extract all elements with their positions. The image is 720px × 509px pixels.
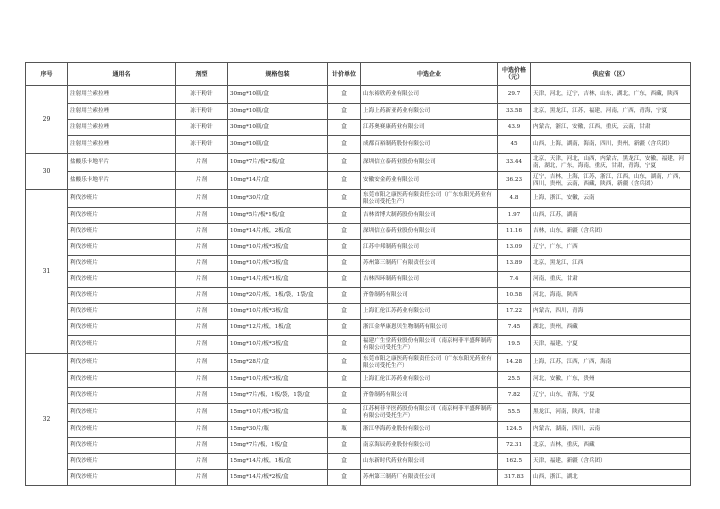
table-row — [26, 256, 691, 272]
pricing-unit-cell: 盒 — [328, 120, 361, 136]
selected-price-cell: 33.58 — [498, 104, 531, 120]
pricing-unit-cell: 盒 — [328, 354, 361, 372]
header-pricing-unit: 计价单位 — [328, 63, 361, 86]
supply-provinces-cell: 天津，河北，辽宁，吉林，山东，湖北，广东，西藏，陕西 — [531, 86, 691, 104]
selected-price-cell: 45 — [498, 136, 531, 154]
table-row — [26, 438, 691, 454]
generic-name-cell: 盐酸乐卡地平片 — [68, 154, 176, 172]
selected-price-cell: 36.23 — [498, 172, 531, 190]
dosage-form-cell: 片剂 — [176, 320, 228, 336]
table-row — [26, 240, 691, 256]
selected-price-cell: 33.44 — [498, 154, 531, 172]
spec-package-cell: 15mg*30片/瓶 — [228, 422, 328, 438]
spec-package-cell: 10mg*10片/板*3板/盒 — [228, 304, 328, 320]
pricing-unit-cell: 盒 — [328, 304, 361, 320]
generic-name-cell: 利伐沙班片 — [68, 272, 176, 288]
seq-cell: 30 — [26, 154, 68, 190]
selected-price-cell: 55.5 — [498, 404, 531, 422]
selected-price-cell: 4.8 — [498, 190, 531, 208]
supply-provinces-cell: 天津，福建，新疆（含兵团） — [531, 454, 691, 470]
selected-company-cell: 江苏中邦制药有限公司 — [361, 240, 498, 256]
table-row — [26, 190, 691, 208]
selected-company-cell: 上海汇伦江苏药业有限公司 — [361, 304, 498, 320]
spec-package-cell: 10mg*10片/板*3板/盒 — [228, 256, 328, 272]
table-row — [26, 404, 691, 422]
seq-cell: 29 — [26, 86, 68, 154]
dosage-form-cell: 片剂 — [176, 154, 228, 172]
table-row — [26, 336, 691, 354]
selected-company-cell: 浙江华海药业股份有限公司 — [361, 422, 498, 438]
selected-company-cell: 江苏奥赛康药业有限公司 — [361, 120, 498, 136]
table-row — [26, 354, 691, 372]
pricing-unit-cell: 盒 — [328, 224, 361, 240]
table-row — [26, 120, 691, 136]
pricing-unit-cell: 盒 — [328, 336, 361, 354]
table-row — [26, 320, 691, 336]
spec-package-cell: 10mg*10片/板*3板/盒 — [228, 336, 328, 354]
pricing-unit-cell: 盒 — [328, 240, 361, 256]
dosage-form-cell: 片剂 — [176, 224, 228, 240]
selected-company-cell: 江苏柯菲平医药股份有限公司（南京柯菲平盛辉制药有限公司受托生产） — [361, 404, 498, 422]
supply-provinces-cell: 河北，海南，陕西 — [531, 288, 691, 304]
supply-provinces-cell: 辽宁，广东，广西 — [531, 240, 691, 256]
selected-company-cell: 成都百裕制药股份有限公司 — [361, 136, 498, 154]
header-spec-package: 规格包装 — [228, 63, 328, 86]
header-seq: 序号 — [26, 63, 68, 86]
spec-package-cell: 10mg*12片/板，1板/盒 — [228, 320, 328, 336]
generic-name-cell: 利伐沙班片 — [68, 240, 176, 256]
supply-provinces-cell: 河南，重庆，甘肃 — [531, 272, 691, 288]
selected-price-cell: 7.4 — [498, 272, 531, 288]
selected-price-cell: 17.22 — [498, 304, 531, 320]
selected-company-cell: 山东裕欣药业有限公司 — [361, 86, 498, 104]
pricing-unit-cell: 盒 — [328, 154, 361, 172]
selected-company-cell: 东莞市阳之康医药有限责任公司（广东东阳光药业有限公司受托生产） — [361, 354, 498, 372]
spec-package-cell: 15mg*10片/板*3板/盒 — [228, 404, 328, 422]
dosage-form-cell: 冻干粉针 — [176, 120, 228, 136]
spec-package-cell: 15mg*7片/板，1板/盒 — [228, 438, 328, 454]
generic-name-cell: 注射用兰索拉唑 — [68, 136, 176, 154]
spec-package-cell: 30mg*10瓶/盒 — [228, 104, 328, 120]
selected-company-cell: 齐鲁制药有限公司 — [361, 388, 498, 404]
supply-provinces-cell: 北京，吉林，重庆，西藏 — [531, 438, 691, 454]
selected-company-cell: 齐鲁制药有限公司 — [361, 288, 498, 304]
selected-company-cell: 山东新时代药业有限公司 — [361, 454, 498, 470]
generic-name-cell: 注射用兰索拉唑 — [68, 86, 176, 104]
supply-provinces-cell: 上海，浙江，安徽，云南 — [531, 190, 691, 208]
spec-package-cell: 10mg*14片/板*1板/盒 — [228, 272, 328, 288]
spec-package-cell: 10mg*5片/板*1板/盒 — [228, 208, 328, 224]
dosage-form-cell: 片剂 — [176, 454, 228, 470]
supply-provinces-cell: 辽宁，山东，青海，宁夏 — [531, 388, 691, 404]
supply-provinces-cell: 内蒙古，湖南，四川，云南 — [531, 422, 691, 438]
pricing-unit-cell: 盒 — [328, 404, 361, 422]
table-row — [26, 388, 691, 404]
pricing-unit-cell: 盒 — [328, 454, 361, 470]
dosage-form-cell: 片剂 — [176, 422, 228, 438]
supply-provinces-cell: 山西，浙江，湖北 — [531, 470, 691, 486]
spec-package-cell: 10mg*20片/板，1板/袋，1袋/盒 — [228, 288, 328, 304]
supply-provinces-cell: 山西，江苏，湖南 — [531, 208, 691, 224]
spec-package-cell: 10mg*7片/板*2板/盒 — [228, 154, 328, 172]
pricing-unit-cell: 盒 — [328, 104, 361, 120]
selected-price-cell: 162.5 — [498, 454, 531, 470]
dosage-form-cell: 片剂 — [176, 372, 228, 388]
selected-company-cell: 上海汇伦江苏药业有限公司 — [361, 372, 498, 388]
selected-price-cell: 7.45 — [498, 320, 531, 336]
table-row — [26, 154, 691, 172]
generic-name-cell: 利伐沙班片 — [68, 454, 176, 470]
header-selected-company: 中选企业 — [361, 63, 498, 86]
selected-company-cell: 安徽安金药业有限公司 — [361, 172, 498, 190]
table-row — [26, 86, 691, 104]
supply-provinces-cell: 北京，天津，河北，山西，内蒙古，黑龙江，安徽，福建，河南，湖北，广东，海南，重庆，甘肃，青海，宁夏 — [531, 154, 691, 172]
table-row — [26, 470, 691, 486]
table-row — [26, 288, 691, 304]
spec-package-cell: 15mg*10片/板*3板/盒 — [228, 372, 328, 388]
selected-company-cell: 深圳信立泰药业股份有限公司 — [361, 154, 498, 172]
selected-company-cell: 浙江金华康恩贝生物制药有限公司 — [361, 320, 498, 336]
supply-provinces-cell: 河北，安徽，广东，贵州 — [531, 372, 691, 388]
header-generic-name: 通用名 — [68, 63, 176, 86]
pricing-unit-cell: 盒 — [328, 136, 361, 154]
dosage-form-cell: 片剂 — [176, 240, 228, 256]
spec-package-cell: 30mg*10瓶/盒 — [228, 120, 328, 136]
generic-name-cell: 利伐沙班片 — [68, 190, 176, 208]
dosage-form-cell: 冻干粉针 — [176, 86, 228, 104]
supply-provinces-cell: 天津，福建，宁夏 — [531, 336, 691, 354]
generic-name-cell: 利伐沙班片 — [68, 470, 176, 486]
selected-price-cell: 124.5 — [498, 422, 531, 438]
selected-company-cell: 福建广生堂药业股份有限公司（南京柯菲平盛辉制药有限公司受托生产） — [361, 336, 498, 354]
procurement-table — [25, 62, 691, 486]
dosage-form-cell: 片剂 — [176, 354, 228, 372]
generic-name-cell: 利伐沙班片 — [68, 438, 176, 454]
pricing-unit-cell: 盒 — [328, 190, 361, 208]
generic-name-cell: 利伐沙班片 — [68, 320, 176, 336]
table-row — [26, 208, 691, 224]
pricing-unit-cell: 盒 — [328, 288, 361, 304]
selected-company-cell: 深圳信立泰药业股份有限公司 — [361, 224, 498, 240]
table-row — [26, 104, 691, 120]
pricing-unit-cell: 盒 — [328, 320, 361, 336]
pricing-unit-cell: 盒 — [328, 388, 361, 404]
selected-company-cell: 苏州第三制药厂有限责任公司 — [361, 256, 498, 272]
selected-company-cell: 苏州第三制药厂有限责任公司 — [361, 470, 498, 486]
selected-price-cell: 7.82 — [498, 388, 531, 404]
spec-package-cell: 10mg*14片/板，2板/盒 — [228, 224, 328, 240]
generic-name-cell: 利伐沙班片 — [68, 224, 176, 240]
dosage-form-cell: 片剂 — [176, 172, 228, 190]
pricing-unit-cell: 盒 — [328, 172, 361, 190]
selected-company-cell: 吉林省博大制药股份有限公司 — [361, 208, 498, 224]
spec-package-cell: 30mg*10瓶/盒 — [228, 86, 328, 104]
supply-provinces-cell: 山西，上海，湖南，海南，四川，贵州，新疆（含兵团） — [531, 136, 691, 154]
dosage-form-cell: 冻干粉针 — [176, 136, 228, 154]
generic-name-cell: 利伐沙班片 — [68, 256, 176, 272]
selected-price-cell: 14.28 — [498, 354, 531, 372]
selected-price-cell: 72.31 — [498, 438, 531, 454]
selected-company-cell: 南京海辰药业股份有限公司 — [361, 438, 498, 454]
selected-price-cell: 25.5 — [498, 372, 531, 388]
selected-company-cell: 吉林四环制药有限公司 — [361, 272, 498, 288]
selected-price-cell: 43.9 — [498, 120, 531, 136]
spec-package-cell: 10mg*30片/盒 — [228, 190, 328, 208]
supply-provinces-cell: 北京，黑龙江，江西 — [531, 256, 691, 272]
selected-price-cell: 10.58 — [498, 288, 531, 304]
dosage-form-cell: 片剂 — [176, 272, 228, 288]
spec-package-cell: 15mg*14片/板*2板/盒 — [228, 470, 328, 486]
supply-provinces-cell: 北京，黑龙江，江苏，福建，河南，广西，青海，宁夏 — [531, 104, 691, 120]
dosage-form-cell: 片剂 — [176, 336, 228, 354]
dosage-form-cell: 片剂 — [176, 288, 228, 304]
table-header-row — [26, 63, 691, 86]
supply-provinces-cell: 内蒙古，四川，青海 — [531, 304, 691, 320]
pricing-unit-cell: 盒 — [328, 438, 361, 454]
pricing-unit-cell: 盒 — [328, 470, 361, 486]
selected-price-cell: 13.89 — [498, 256, 531, 272]
dosage-form-cell: 片剂 — [176, 438, 228, 454]
generic-name-cell: 注射用兰索拉唑 — [68, 104, 176, 120]
spec-package-cell: 15mg*7片/板，1板/袋，1袋/盒 — [228, 388, 328, 404]
spec-package-cell: 10mg*10片/板*3板/盒 — [228, 240, 328, 256]
selected-price-cell: 11.16 — [498, 224, 531, 240]
generic-name-cell: 利伐沙班片 — [68, 372, 176, 388]
pricing-unit-cell: 瓶 — [328, 422, 361, 438]
table-row — [26, 272, 691, 288]
dosage-form-cell: 片剂 — [176, 304, 228, 320]
seq-cell: 31 — [26, 190, 68, 354]
spec-package-cell: 15mg*14片/板，1板/盒 — [228, 454, 328, 470]
dosage-form-cell: 片剂 — [176, 256, 228, 272]
table-row — [26, 422, 691, 438]
generic-name-cell: 利伐沙班片 — [68, 304, 176, 320]
supply-provinces-cell: 辽宁，吉林，上海，江苏，浙江，江西，山东，湖南，广西，四川，贵州，云南，西藏，陕西，新疆（含兵团） — [531, 172, 691, 190]
header-supply-provinces: 供应省（区） — [531, 63, 691, 86]
header-dosage-form: 剂型 — [176, 63, 228, 86]
supply-provinces-cell: 黑龙江，河南，陕西，甘肃 — [531, 404, 691, 422]
header-selected-price: 中选价格（元） — [498, 63, 531, 86]
spec-package-cell: 30mg*10瓶/盒 — [228, 136, 328, 154]
pricing-unit-cell: 盒 — [328, 272, 361, 288]
generic-name-cell: 利伐沙班片 — [68, 208, 176, 224]
table-row — [26, 136, 691, 154]
seq-cell: 32 — [26, 354, 68, 486]
generic-name-cell: 盐酸乐卡地平片 — [68, 172, 176, 190]
selected-price-cell: 317.83 — [498, 470, 531, 486]
generic-name-cell: 利伐沙班片 — [68, 404, 176, 422]
selected-price-cell: 29.7 — [498, 86, 531, 104]
generic-name-cell: 注射用兰索拉唑 — [68, 120, 176, 136]
pricing-unit-cell: 盒 — [328, 372, 361, 388]
supply-provinces-cell: 吉林，山东，新疆（含兵团） — [531, 224, 691, 240]
generic-name-cell: 利伐沙班片 — [68, 354, 176, 372]
generic-name-cell: 利伐沙班片 — [68, 388, 176, 404]
dosage-form-cell: 片剂 — [176, 208, 228, 224]
supply-provinces-cell: 内蒙古，浙江，安徽，江西，重庆，云南，甘肃 — [531, 120, 691, 136]
supply-provinces-cell: 湖北，贵州，西藏 — [531, 320, 691, 336]
table-row — [26, 172, 691, 190]
spec-package-cell: 15mg*28片/盒 — [228, 354, 328, 372]
dosage-form-cell: 片剂 — [176, 470, 228, 486]
generic-name-cell: 利伐沙班片 — [68, 422, 176, 438]
pricing-unit-cell: 盒 — [328, 86, 361, 104]
supply-provinces-cell: 上海，江苏，江西，广西，海南 — [531, 354, 691, 372]
table-row — [26, 454, 691, 470]
selected-price-cell: 1.97 — [498, 208, 531, 224]
table-row — [26, 304, 691, 320]
dosage-form-cell: 片剂 — [176, 190, 228, 208]
dosage-form-cell: 冻干粉针 — [176, 104, 228, 120]
dosage-form-cell: 片剂 — [176, 388, 228, 404]
spec-package-cell: 10mg*14片/盒 — [228, 172, 328, 190]
pricing-unit-cell: 盒 — [328, 256, 361, 272]
dosage-form-cell: 片剂 — [176, 404, 228, 422]
selected-price-cell: 13.09 — [498, 240, 531, 256]
generic-name-cell: 利伐沙班片 — [68, 288, 176, 304]
selected-price-cell: 19.5 — [498, 336, 531, 354]
selected-company-cell: 东莞市阳之康医药有限责任公司（广东东阳光药业有限公司受托生产） — [361, 190, 498, 208]
pricing-unit-cell: 盒 — [328, 208, 361, 224]
generic-name-cell: 利伐沙班片 — [68, 336, 176, 354]
selected-company-cell: 上海上药新亚药业有限公司 — [361, 104, 498, 120]
table-row — [26, 372, 691, 388]
table-row — [26, 224, 691, 240]
